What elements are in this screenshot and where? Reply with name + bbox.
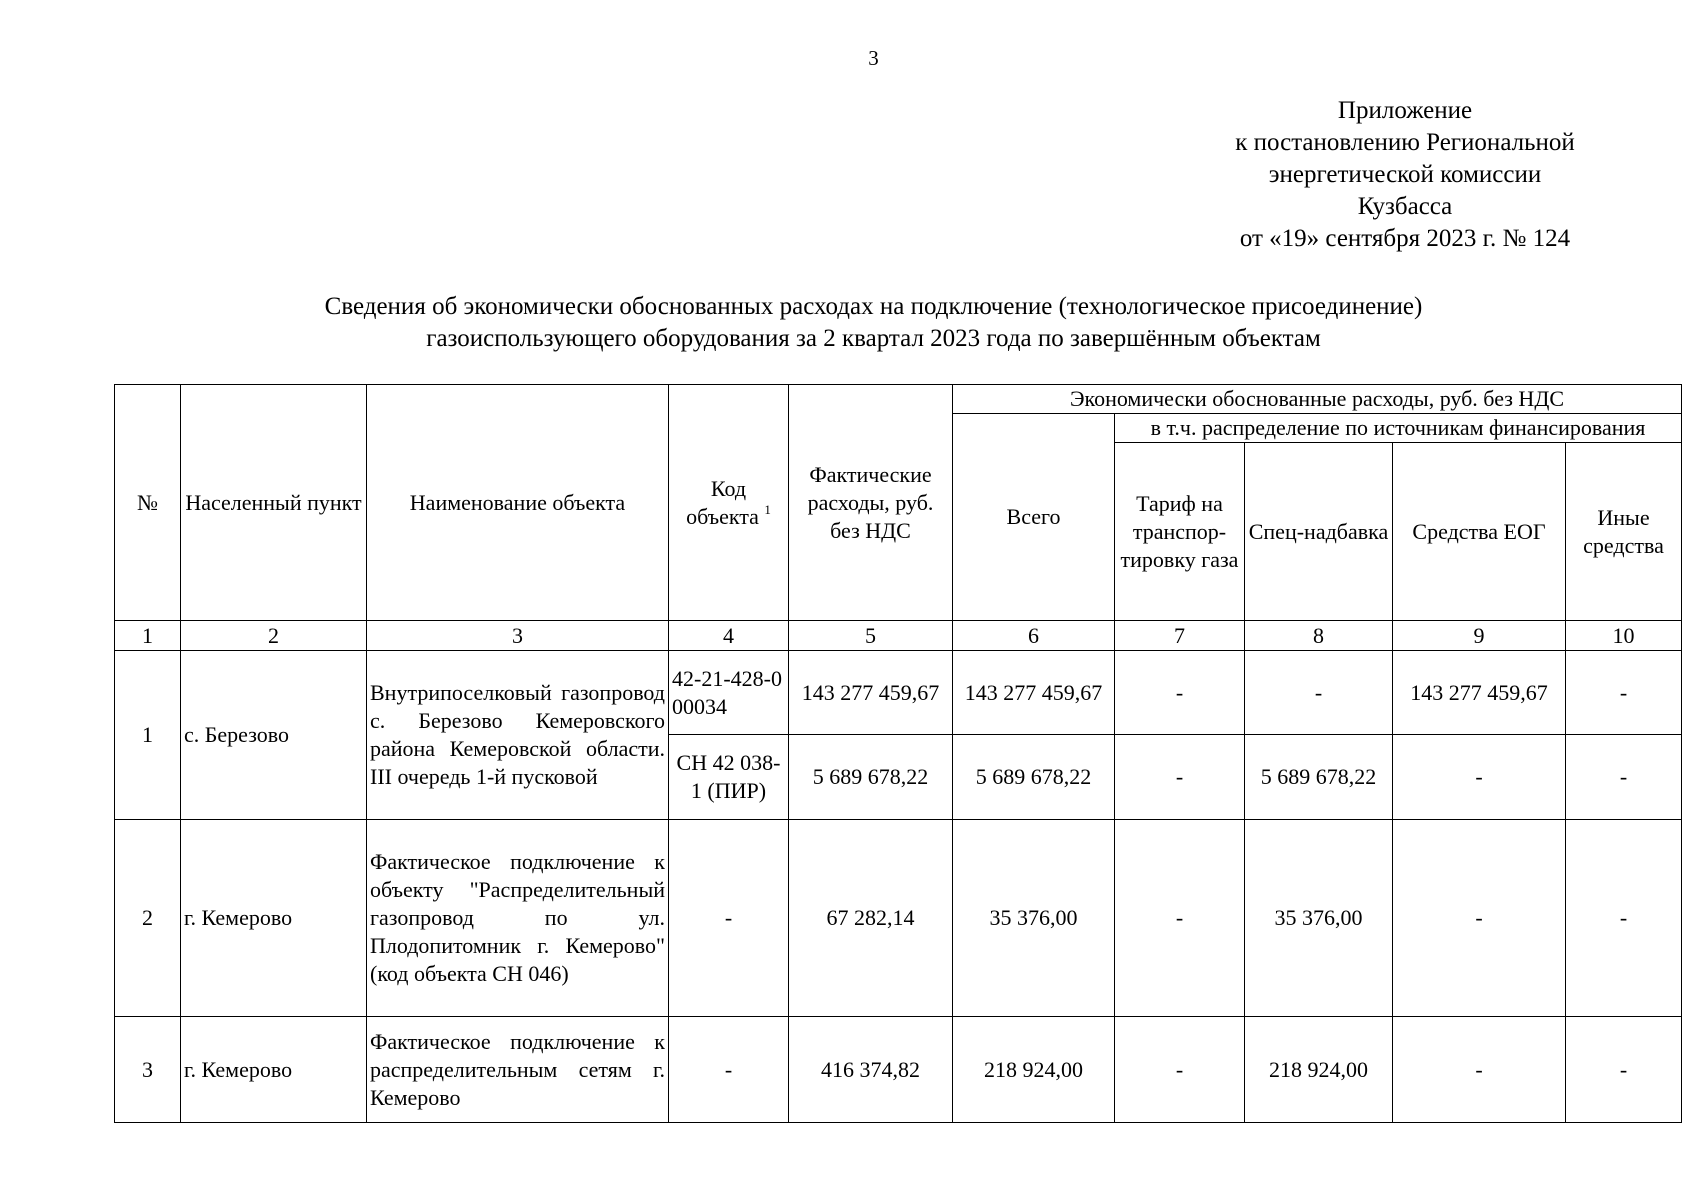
row-eog: - — [1393, 1017, 1566, 1123]
header-eog: Средства ЕОГ — [1393, 443, 1566, 621]
col-number: 10 — [1566, 621, 1682, 651]
row-tariff: - — [1115, 1017, 1245, 1123]
row-eog: - — [1393, 735, 1566, 820]
row-total: 143 277 459,67 — [953, 651, 1115, 735]
col-number: 1 — [115, 621, 181, 651]
table-row — [115, 651, 1682, 735]
row-surcharge: 5 689 678,22 — [1245, 735, 1393, 820]
row-object-code: - — [669, 820, 789, 1017]
col-number: 2 — [181, 621, 367, 651]
table-row — [115, 820, 1682, 1017]
row-other: - — [1566, 735, 1682, 820]
header-total: Всего — [953, 414, 1115, 621]
header-object-code — [669, 385, 789, 621]
row-object-name: Внутрипоселковый газопровод с. Березово Кемеровского района Кемеровской области. III очередь 1-й пусковой — [367, 651, 669, 820]
row-actual-costs: 143 277 459,67 — [789, 651, 953, 735]
row-eog: 143 277 459,67 — [1393, 651, 1566, 735]
col-number: 7 — [1115, 621, 1245, 651]
row-other: - — [1566, 651, 1682, 735]
row-tariff: - — [1115, 735, 1245, 820]
footnote-marker: 1 — [764, 501, 771, 517]
title-line-2: газоиспользующего оборудования за 2 квартал 2023 года по завершённым объектам — [426, 325, 1321, 352]
header-settlement: Населенный пункт — [181, 385, 367, 621]
row-actual-costs: 5 689 678,22 — [789, 735, 953, 820]
col-number: 8 — [1245, 621, 1393, 651]
appendix-line-3: энергетической комиссии — [1268, 161, 1542, 188]
row-settlement: с. Березово — [181, 651, 367, 820]
column-number-row — [115, 621, 1682, 651]
row-actual-costs: 67 282,14 — [789, 820, 953, 1017]
row-eog: - — [1393, 820, 1566, 1017]
page-number: 3 — [868, 46, 879, 70]
col-number: 6 — [953, 621, 1115, 651]
col-number: 9 — [1393, 621, 1566, 651]
document-title — [0, 291, 1697, 355]
col-number: 5 — [789, 621, 953, 651]
row-num: 1 — [115, 651, 181, 820]
row-object-name: Фактическое подключение к распределительным сетям г. Кемерово — [367, 1017, 669, 1123]
header-row-1 — [115, 385, 1682, 414]
appendix-line-1: Приложение — [1337, 97, 1473, 124]
row-total: 218 924,00 — [953, 1017, 1115, 1123]
header-surcharge: Спец-надбавка — [1245, 443, 1393, 621]
header-justified-group: Экономически обоснованные расходы, руб. без НДС — [953, 385, 1682, 414]
row-other: - — [1566, 1017, 1682, 1123]
header-actual-costs: Фактические расходы, руб. без НДС — [789, 385, 953, 621]
row-object-name: Фактическое подключение к объекту "Распределительный газопровод по ул. Плодопитомник г. Кемерово" (код объекта СН 046) — [367, 820, 669, 1017]
row-surcharge: 218 924,00 — [1245, 1017, 1393, 1123]
row-other: - — [1566, 820, 1682, 1017]
row-surcharge: - — [1245, 651, 1393, 735]
table-row — [115, 1017, 1682, 1123]
row-tariff: - — [1115, 820, 1245, 1017]
row-actual-costs: 416 374,82 — [789, 1017, 953, 1123]
header-object-name: Наименование объекта — [367, 385, 669, 621]
row-tariff: - — [1115, 651, 1245, 735]
header-tariff: Тариф на транспор-тировку газа — [1115, 443, 1245, 621]
row-total: 5 689 678,22 — [953, 735, 1115, 820]
row-surcharge: 35 376,00 — [1245, 820, 1393, 1017]
row-settlement: г. Кемерово — [181, 1017, 367, 1123]
row-total: 35 376,00 — [953, 820, 1115, 1017]
row-settlement: г. Кемерово — [181, 820, 367, 1017]
header-funding-group: в т.ч. распределение по источникам финансирования — [1115, 414, 1682, 443]
col-number: 4 — [669, 621, 789, 651]
row-object-code: - — [669, 1017, 789, 1123]
appendix-line-5: от «19» сентября 2023 г. № 124 — [1239, 225, 1571, 252]
row-num: 2 — [115, 820, 181, 1017]
appendix-line-4: Кузбасса — [1357, 193, 1453, 220]
row-object-code: 42-21-428-000034 — [669, 651, 789, 735]
header-num: № — [115, 385, 181, 621]
cost-table — [114, 384, 1682, 1123]
header-other: Иные средства — [1566, 443, 1682, 621]
appendix-line-2: к постановлению Региональной — [1235, 129, 1575, 156]
appendix-block — [1180, 95, 1630, 255]
header-object-code-text: Код объекта — [686, 475, 759, 529]
row-num: 3 — [115, 1017, 181, 1123]
row-object-code: СН 42 038-1 (ПИР) — [669, 735, 789, 820]
title-line-1: Сведения об экономически обоснованных расходах на подключение (технологическое присоединение) — [324, 293, 1423, 320]
col-number: 3 — [367, 621, 669, 651]
